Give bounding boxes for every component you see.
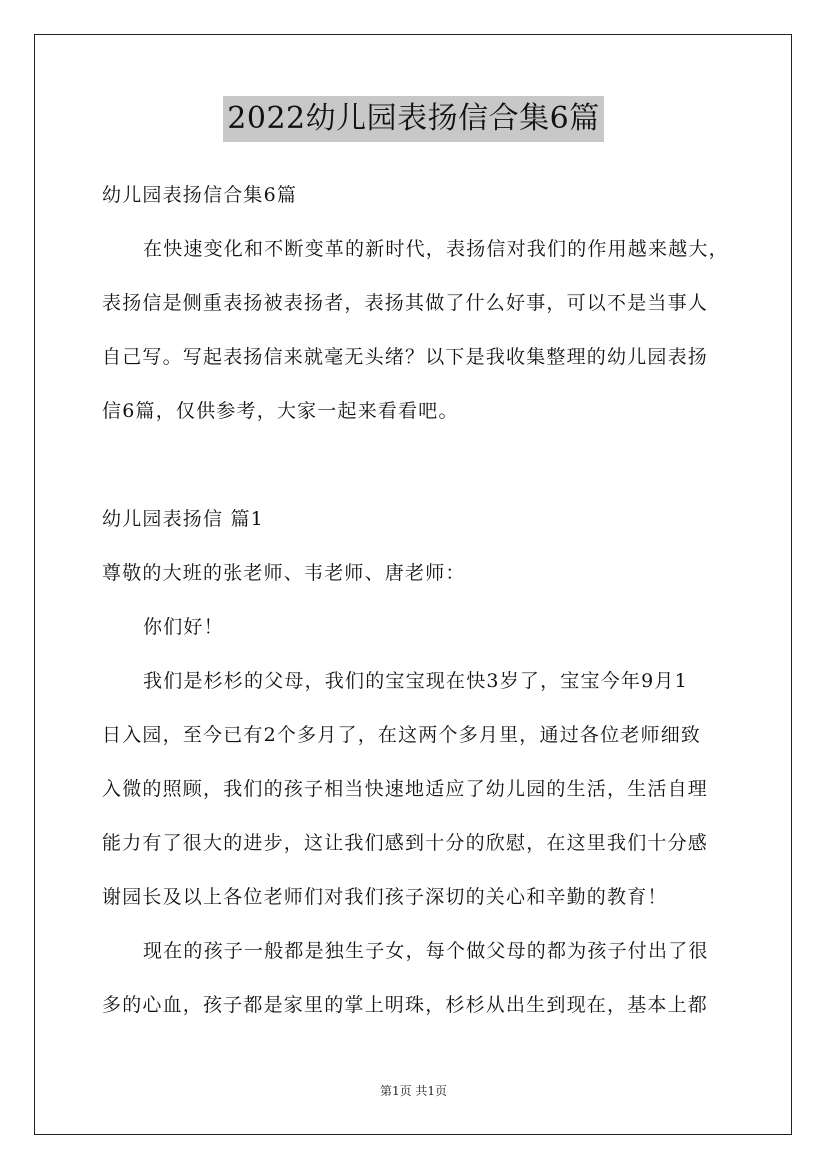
section-heading: 幼儿园表扬信 篇1	[102, 508, 264, 530]
intro-paragraph-line: 在快速变化和不断变革的新时代，表扬信对我们的作用越来越大，	[143, 238, 729, 260]
body-paragraph-line: 我们是杉杉的父母，我们的宝宝现在快3岁了，宝宝今年9月1	[143, 670, 688, 692]
subtitle-line: 幼儿园表扬信合集6篇	[102, 184, 298, 206]
document-body	[102, 168, 742, 1032]
body-paragraph-line: 日入园，至今已有2个多月了，在这两个多月里，通过各位老师细致	[102, 724, 702, 746]
body-paragraph-line: 现在的孩子一般都是独生子女，每个做父母的都为孩子付出了很	[143, 940, 709, 962]
body-paragraph-line: 能力有了很大的进步，这让我们感到十分的欣慰，在这里我们十分感	[102, 832, 709, 854]
intro-paragraph-line: 信6篇，仅供参考，大家一起来看看吧。	[102, 400, 459, 422]
paragraph-spacer	[102, 438, 742, 492]
intro-paragraph-line: 自己写。写起表扬信来就毫无头绪？以下是我收集整理的幼儿园表扬	[102, 346, 709, 368]
body-paragraph-line: 谢园长及以上各位老师们对我们孩子深切的关心和辛勤的教育！	[102, 886, 668, 908]
title-container	[0, 96, 827, 142]
salutation-line: 尊敬的大班的张老师、韦老师、唐老师：	[102, 562, 466, 584]
intro-paragraph-line: 表扬信是侧重表扬被表扬者，表扬其做了什么好事，可以不是当事人	[102, 292, 709, 314]
body-paragraph-line: 入微的照顾，我们的孩子相当快速地适应了幼儿园的生活，生活自理	[102, 778, 709, 800]
document-title: 2022幼儿园表扬信合集6篇	[223, 96, 603, 142]
page-number-footer: 第1页 共1页	[379, 1084, 448, 1098]
body-paragraph-line: 多的心血，孩子都是家里的掌上明珠，杉杉从出生到现在，基本上都	[102, 994, 709, 1016]
greeting-line: 你们好！	[143, 616, 224, 638]
